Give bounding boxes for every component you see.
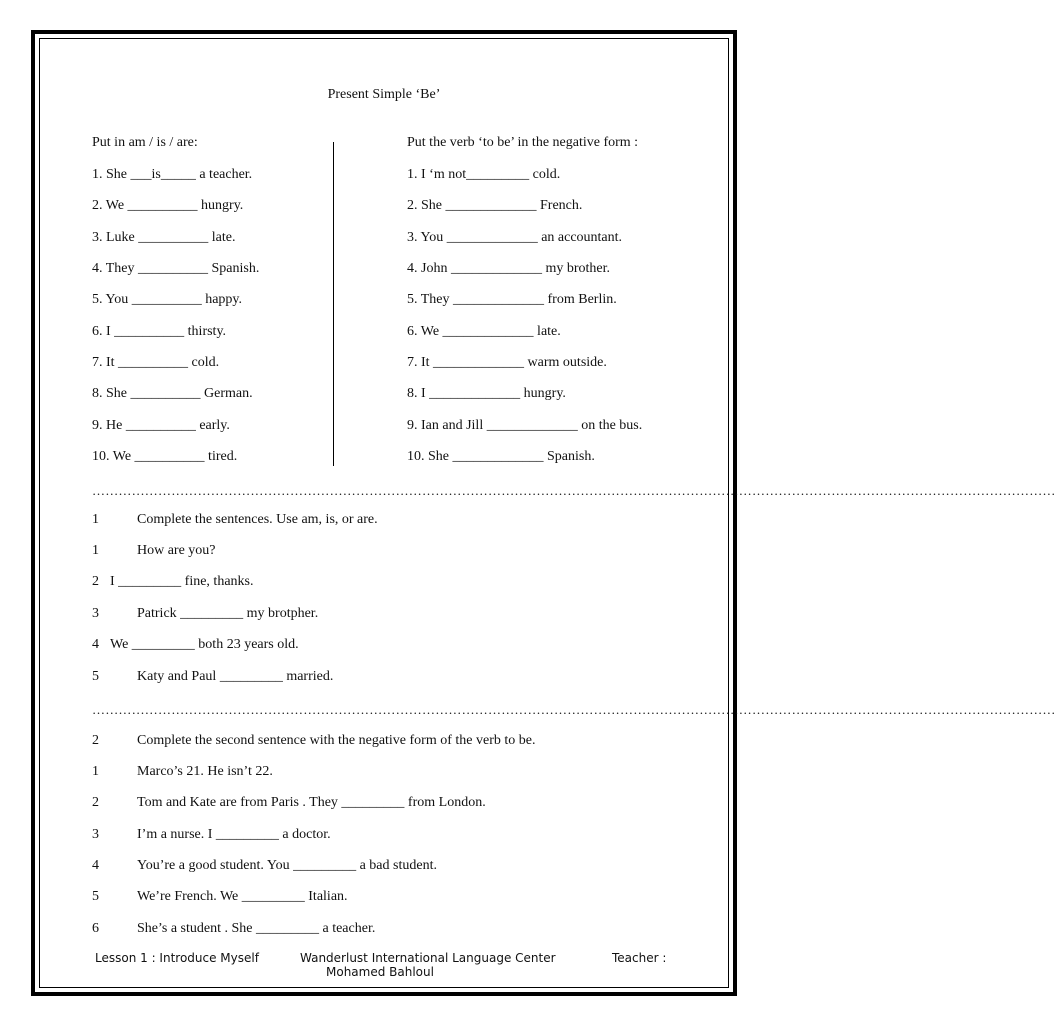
left-item-3: 3. Luke __________ late. [92, 230, 236, 245]
footer-center: Wanderlust International Language Center [300, 951, 556, 965]
exercise1-item-5-number: 5 [92, 669, 99, 684]
exercise2-item-1: Marco’s 21. He isn’t 22. [137, 764, 273, 779]
left-item-8: 8. She __________ German. [92, 386, 253, 401]
exercise1-number: 1 [92, 512, 99, 527]
exercise1-item-2-number: 2 [92, 574, 99, 589]
left-item-7: 7. It __________ cold. [92, 355, 220, 370]
left-instruction: Put in am / is / are: [92, 135, 198, 150]
column-divider [333, 142, 334, 466]
exercise1-item-4: We _________ both 23 years old. [110, 637, 299, 652]
exercise1-item-5: Katy and Paul _________ married. [137, 669, 334, 684]
right-instruction: Put the verb ‘to be’ in the negative form : [407, 135, 639, 150]
footer-teacher-name: Mohamed Bahloul [326, 965, 434, 979]
exercise1-item-1: How are you? [137, 543, 216, 558]
exercise2-item-3: I’m a nurse. I _________ a doctor. [137, 827, 331, 842]
footer-teacher-label: Teacher : [612, 951, 667, 965]
exercise2-item-5: We’re French. We _________ Italian. [137, 889, 348, 904]
right-item-3: 3. You _____________ an accountant. [407, 230, 623, 245]
exercise2-item-1-number: 1 [92, 764, 99, 779]
left-item-9: 9. He __________ early. [92, 418, 230, 433]
footer-lesson: Lesson 1 : Introduce Myself [95, 951, 259, 965]
exercise2-item-3-number: 3 [92, 827, 99, 842]
exercise1-item-3-number: 3 [92, 606, 99, 621]
exercise2-item-2-number: 2 [92, 795, 99, 810]
exercise2-item-5-number: 5 [92, 889, 99, 904]
right-item-2: 2. She _____________ French. [407, 198, 583, 213]
separator-2: ………………………………………………………………………………………………………………………………………………………………………………………………… [92, 702, 1056, 717]
right-item-4: 4. John _____________ my brother. [407, 261, 610, 276]
right-item-10: 10. She _____________ Spanish. [407, 449, 595, 464]
left-item-6: 6. I __________ thirsty. [92, 324, 227, 339]
exercise1-item-1-number: 1 [92, 543, 99, 558]
exercise2-item-2: Tom and Kate are from Paris . They _________ from London. [137, 795, 486, 810]
exercise2-item-4-number: 4 [92, 858, 99, 873]
right-item-9: 9. Ian and Jill _____________ on the bus. [407, 418, 643, 433]
exercise1-instruction: Complete the sentences. Use am, is, or are. [137, 512, 378, 527]
exercise2-item-6-number: 6 [92, 921, 99, 936]
left-item-5: 5. You __________ happy. [92, 292, 242, 307]
exercise1-item-3: Patrick _________ my brotpher. [137, 606, 319, 621]
right-item-6: 6. We _____________ late. [407, 324, 561, 339]
exercise2-instruction: Complete the second sentence with the negative form of the verb to be. [137, 733, 536, 748]
right-item-5: 5. They _____________ from Berlin. [407, 292, 617, 307]
separator-1: ………………………………………………………………………………………………………………………………………………………………………………………………… [92, 483, 1056, 498]
exercise1-item-4-number: 4 [92, 637, 99, 652]
exercise2-item-4: You’re a good student. You _________ a bad student. [137, 858, 437, 873]
exercise2-number: 2 [92, 733, 99, 748]
left-item-2: 2. We __________ hungry. [92, 198, 244, 213]
left-item-10: 10. We __________ tired. [92, 449, 238, 464]
right-item-8: 8. I _____________ hungry. [407, 386, 566, 401]
left-item-4: 4. They __________ Spanish. [92, 261, 260, 276]
worksheet-title: Present Simple ‘Be’ [327, 87, 441, 102]
right-item-1: 1. I ‘m not_________ cold. [407, 167, 561, 182]
exercise1-item-2: I _________ fine, thanks. [110, 574, 254, 589]
right-item-7: 7. It _____________ warm outside. [407, 355, 607, 370]
left-item-1: 1. She ___is_____ a teacher. [92, 167, 253, 182]
exercise2-item-6: She’s a student . She _________ a teacher. [137, 921, 376, 936]
